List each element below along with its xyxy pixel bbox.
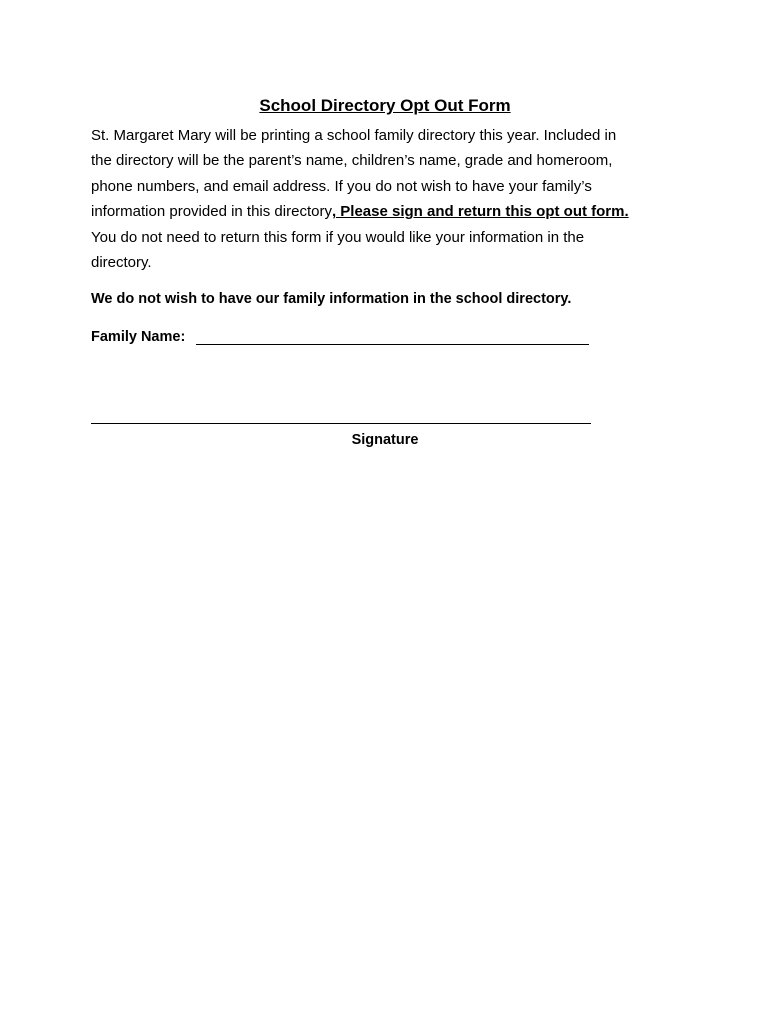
paragraph-line: the directory will be the parent’s name, children’s name, grade and homeroom, (91, 152, 613, 170)
paragraph-line: directory. (91, 254, 152, 272)
paragraph-text: information provided in this directory (91, 203, 332, 221)
signature-label: Signature (351, 432, 419, 448)
family-name-label: Family Name: (91, 329, 186, 345)
form-title: School Directory Opt Out Form (259, 96, 511, 115)
intro-paragraph (91, 123, 681, 275)
paragraph-line: St. Margaret Mary will be printing a school family directory this year. Included in (91, 127, 617, 144)
opt-out-statement: We do not wish to have our family information in the school directory. (91, 291, 572, 307)
paragraph-line: You do not need to return this form if you would like your information in the (91, 228, 585, 246)
signature-field[interactable] (91, 423, 591, 424)
paragraph-line-with-emphasis (91, 199, 681, 224)
family-name-field[interactable] (196, 344, 589, 345)
sign-and-return-instruction: , Please sign and return this opt out form. (331, 203, 629, 221)
paragraph-line: phone numbers, and email address. If you do not wish to have your family’s (91, 177, 592, 195)
